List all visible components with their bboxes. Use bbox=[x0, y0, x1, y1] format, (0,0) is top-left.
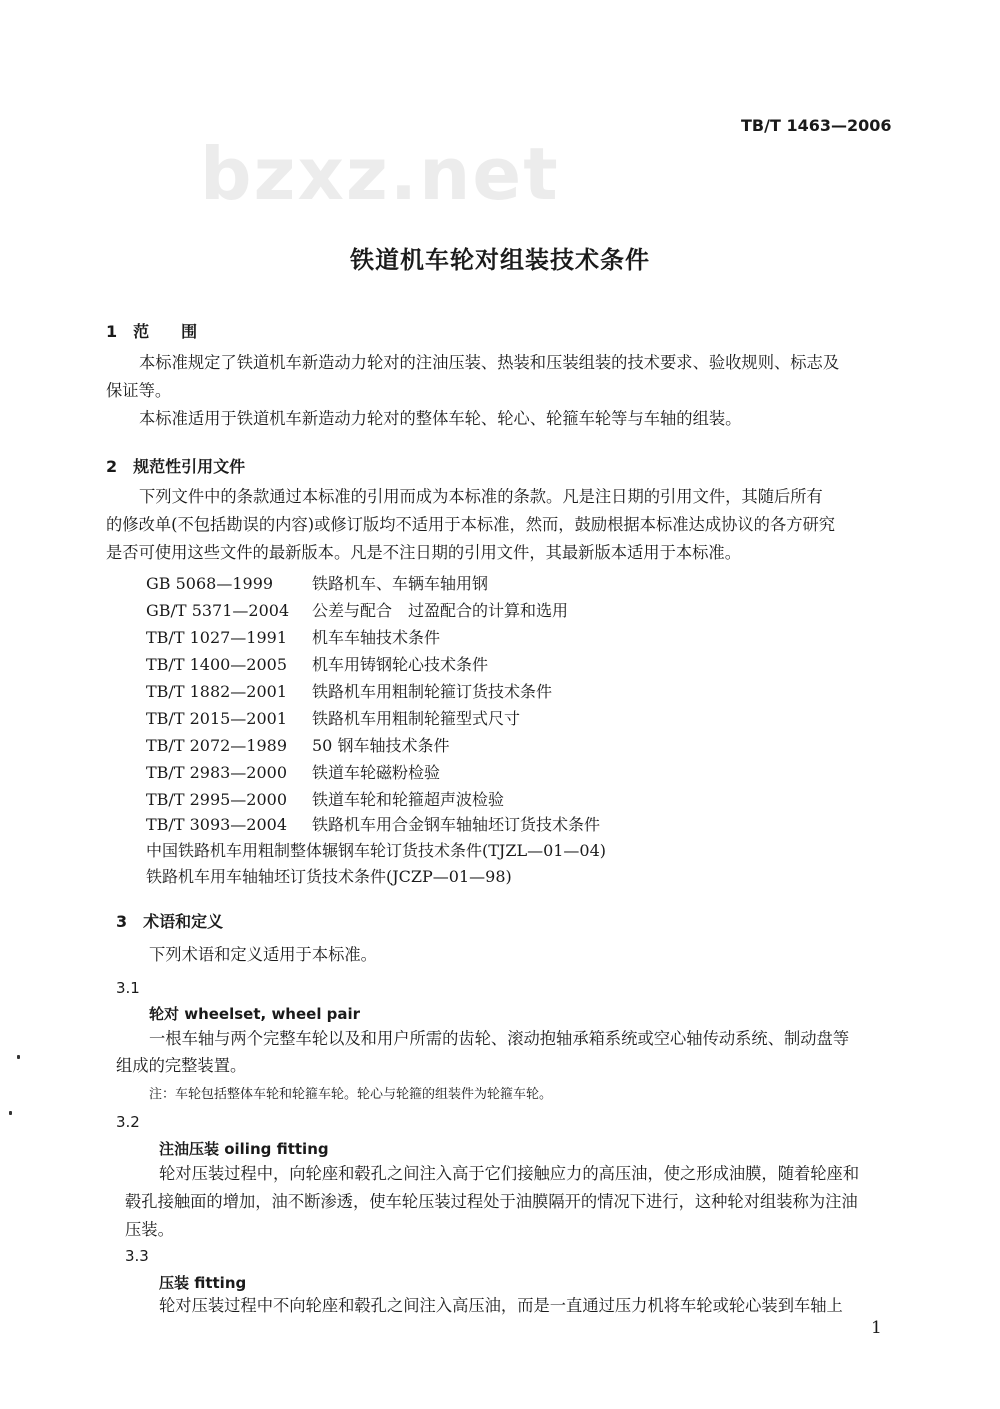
section-2-heading: 2 规范性引用文件 bbox=[106, 457, 246, 476]
clause-3-2-number: 3.2 bbox=[116, 1113, 140, 1131]
reference-item: TB/T 2995—2000 铁道车轮和轮箍超声波检验 bbox=[146, 790, 505, 809]
reference-item: TB/T 3093—2004 铁路机车用合金钢车轴轴坯订货技术条件 bbox=[146, 815, 601, 834]
section-3-heading: 3 术语和定义 bbox=[116, 912, 224, 931]
section-1-para-1-line-1: 本标准规定了铁道机车新造动力轮对的注油压装、热装和压装组装的技术要求、验收规则、标志及 bbox=[139, 353, 840, 372]
standard-number: TB/T 1463—2006 bbox=[741, 116, 892, 135]
section-3-intro: 下列术语和定义适用于本标准。 bbox=[149, 945, 377, 964]
reference-item: GB/T 5371—2004 公差与配合 过盈配合的计算和选用 bbox=[146, 601, 569, 620]
section-2-para-line-3: 是否可使用这些文件的最新版本。凡是不注日期的引用文件，其最新版本适用于本标准。 bbox=[106, 543, 741, 562]
clause-3-1-term: 轮对 wheelset, wheel pair bbox=[149, 1005, 361, 1023]
section-2-para-line-2: 的修改单(不包括勘误的内容)或修订版均不适用于本标准，然而，鼓励根据本标准达成协议的各方研究 bbox=[106, 515, 836, 534]
document-title: 铁道机车轮对组装技术条件 bbox=[350, 246, 650, 274]
reference-item: TB/T 2983—2000 铁道车轮磁粉检验 bbox=[146, 763, 441, 782]
reference-item: TB/T 1882—2001 铁路机车用粗制轮箍订货技术条件 bbox=[146, 682, 553, 701]
reference-item: TB/T 1027—1991 机车车轴技术条件 bbox=[146, 628, 441, 647]
clause-3-2-def-line-1: 轮对压装过程中，向轮座和毂孔之间注入高于它们接触应力的高压油，使之形成油膜，随着轮座和 bbox=[159, 1164, 860, 1183]
reference-item: TB/T 1400—2005 机车用铸钢轮心技术条件 bbox=[146, 655, 489, 674]
section-1-heading: 1 范 围 bbox=[106, 322, 198, 341]
scan-speck bbox=[17, 1055, 20, 1059]
reference-item: 铁路机车用车轴轴坯订货技术条件(JCZP—01—98) bbox=[146, 867, 512, 886]
scan-speck bbox=[9, 1111, 12, 1115]
clause-3-3-def-line-1: 轮对压装过程中不向轮座和毂孔之间注入高压油，而是一直通过压力机将车轮或轮心装到车轴上 bbox=[159, 1296, 843, 1315]
reference-item: 中国铁路机车用粗制整体辗钢车轮订货技术条件(TJZL—01—04) bbox=[146, 841, 607, 860]
clause-3-2-term: 注油压装 oiling fitting bbox=[159, 1140, 329, 1158]
clause-3-1-number: 3.1 bbox=[116, 979, 140, 997]
section-2-para-line-1: 下列文件中的条款通过本标准的引用而成为本标准的条款。凡是注日期的引用文件，其随后所有 bbox=[139, 487, 823, 506]
page-number: 1 bbox=[871, 1318, 882, 1338]
reference-item: GB 5068—1999 铁路机车、车辆车轴用钢 bbox=[146, 574, 489, 593]
clause-3-3-number: 3.3 bbox=[125, 1247, 149, 1265]
clause-3-1-note: 注：车轮包括整体车轮和轮箍车轮。轮心与轮箍的组装件为轮箍车轮。 bbox=[149, 1087, 553, 1102]
section-1-para-1-line-2: 保证等。 bbox=[106, 381, 172, 400]
clause-3-3-term: 压装 fitting bbox=[159, 1274, 247, 1292]
clause-3-2-def-line-2: 毂孔接触面的增加，油不断渗透，使车轮压装过程处于油膜隔开的情况下进行，这种轮对组装称为注油 bbox=[125, 1192, 858, 1211]
section-1-para-2: 本标准适用于铁道机车新造动力轮对的整体车轮、轮心、轮箍车轮等与车轴的组装。 bbox=[139, 409, 742, 428]
reference-item: TB/T 2072—1989 50 钢车轴技术条件 bbox=[146, 736, 450, 755]
reference-item: TB/T 2015—2001 铁路机车用粗制轮箍型式尺寸 bbox=[146, 709, 521, 728]
clause-3-1-def-line-2: 组成的完整装置。 bbox=[116, 1056, 247, 1075]
clause-3-1-def-line-1: 一根车轴与两个完整车轮以及和用户所需的齿轮、滚动抱轴承箱系统或空心轴传动系统、制动盘等 bbox=[149, 1029, 850, 1048]
clause-3-2-def-line-3: 压装。 bbox=[125, 1220, 174, 1239]
watermark: bzxz.net bbox=[200, 132, 560, 216]
